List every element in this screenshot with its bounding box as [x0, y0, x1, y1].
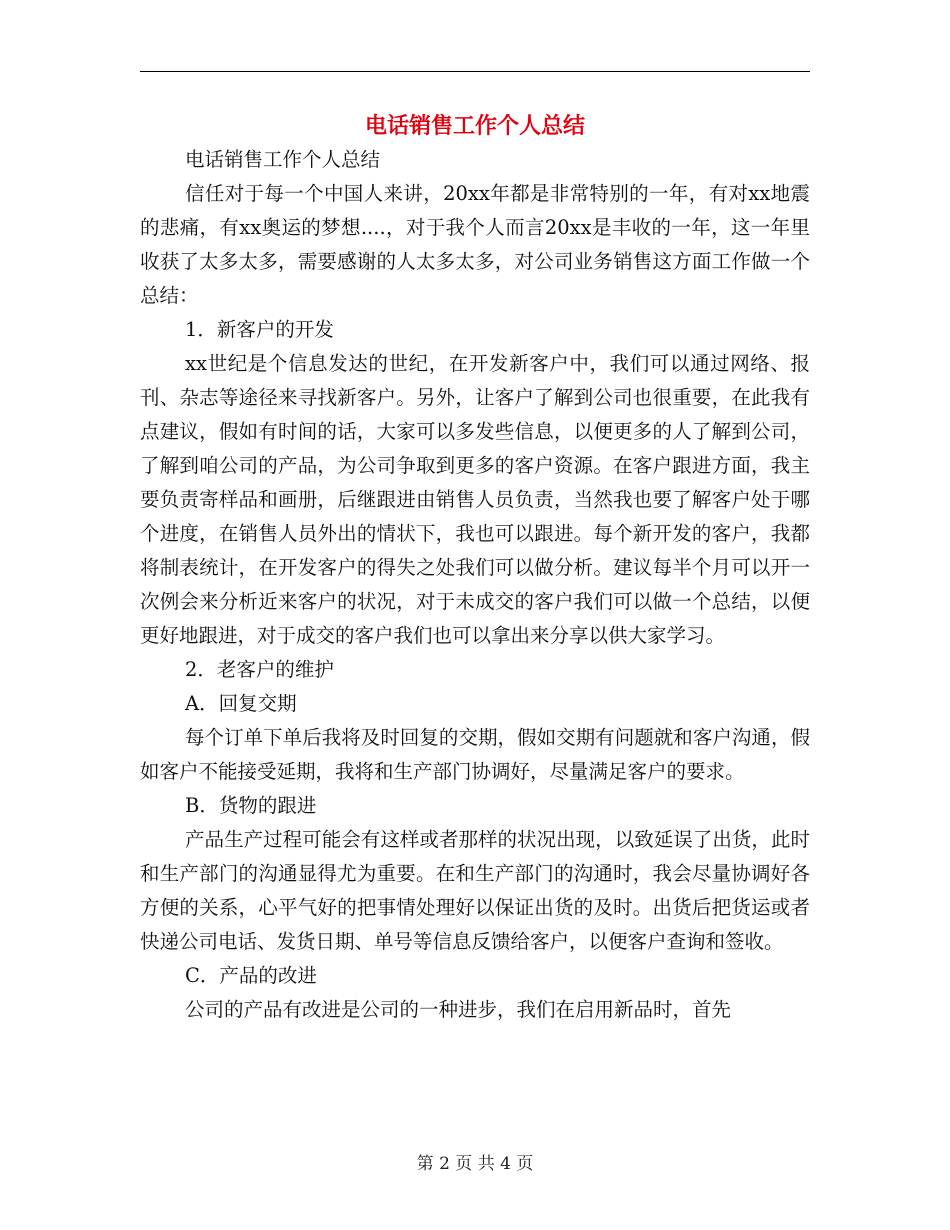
paragraph-intro: 信任对于每一个中国人来讲，20xx年都是非常特别的一年，有对xx地震的悲痛，有xx奥运的梦想....，对于我个人而言20xx是丰收的一年，这一年里收获了太多太多，需要感谢的人太多太多，对公司业务销售这方面工作做一个总结： [140, 182, 810, 307]
header-rule [140, 71, 810, 72]
paragraph-new-clients: xx世纪是个信息发达的世纪，在开发新客户中，我们可以通过网络、报刊、杂志等途径来寻找新客户。另外，让客户了解到公司也很重要，在此我有点建议，假如有时间的话，大家可以多发些信息，以便更多的人了解到公司，了解到咱公司的产品，为公司争取到更多的客户资源。在客户跟进方面，我主要负责寄样品和画册，后继跟进由销售人员负责，当然我也要了解客户处于哪个进度，在销售人员外出的情状下，我也可以跟进。每个新开发的客户，我都将制表统计，在开发客户的得失之处我们可以做分析。建议每半个月可以开一次例会来分析近来客户的状况，对于未成交的客户我们可以做一个总结，以便更好地跟进，对于成交的客户我们也可以拿出来分享以供大家学习。 [140, 352, 810, 647]
subheading-product-improvement: C．产品的改进 [185, 964, 317, 987]
paragraph-subtitle: 电话销售工作个人总结 [185, 148, 381, 171]
paragraph-product-improvement: 公司的产品有改进是公司的一种进步，我们在启用新品时，首先 [185, 998, 732, 1021]
paragraph-goods-followup: 产品生产过程可能会有这样或者那样的状况出现，以致延误了出货，此时和生产部门的沟通显得尤为重要。在和生产部门的沟通时，我会尽量协调好各方便的关系，心平气好的把事情处理好以保证出货的及时。出货后把货运或者快递公司电话、发货日期、单号等信息反馈给客户，以便客户查询和签收。 [140, 828, 810, 953]
document-body [140, 143, 810, 1027]
section-heading-new-clients: 1．新客户的开发 [185, 318, 334, 341]
paragraph-delivery-reply: 每个订单下单后我将及时回复的交期，假如交期有问题就和客户沟通，假如客户不能接受延期，我将和生产部门协调好，尽量满足客户的要求。 [140, 726, 810, 783]
page-number-footer: 第 2 页 共 4 页 [416, 1154, 534, 1174]
document-title: 电话销售工作个人总结 [364, 113, 585, 139]
section-heading-old-clients: 2．老客户的维护 [185, 658, 334, 681]
subheading-goods-followup: B．货物的跟进 [185, 794, 317, 817]
subheading-delivery-reply: A．回复交期 [185, 692, 297, 715]
